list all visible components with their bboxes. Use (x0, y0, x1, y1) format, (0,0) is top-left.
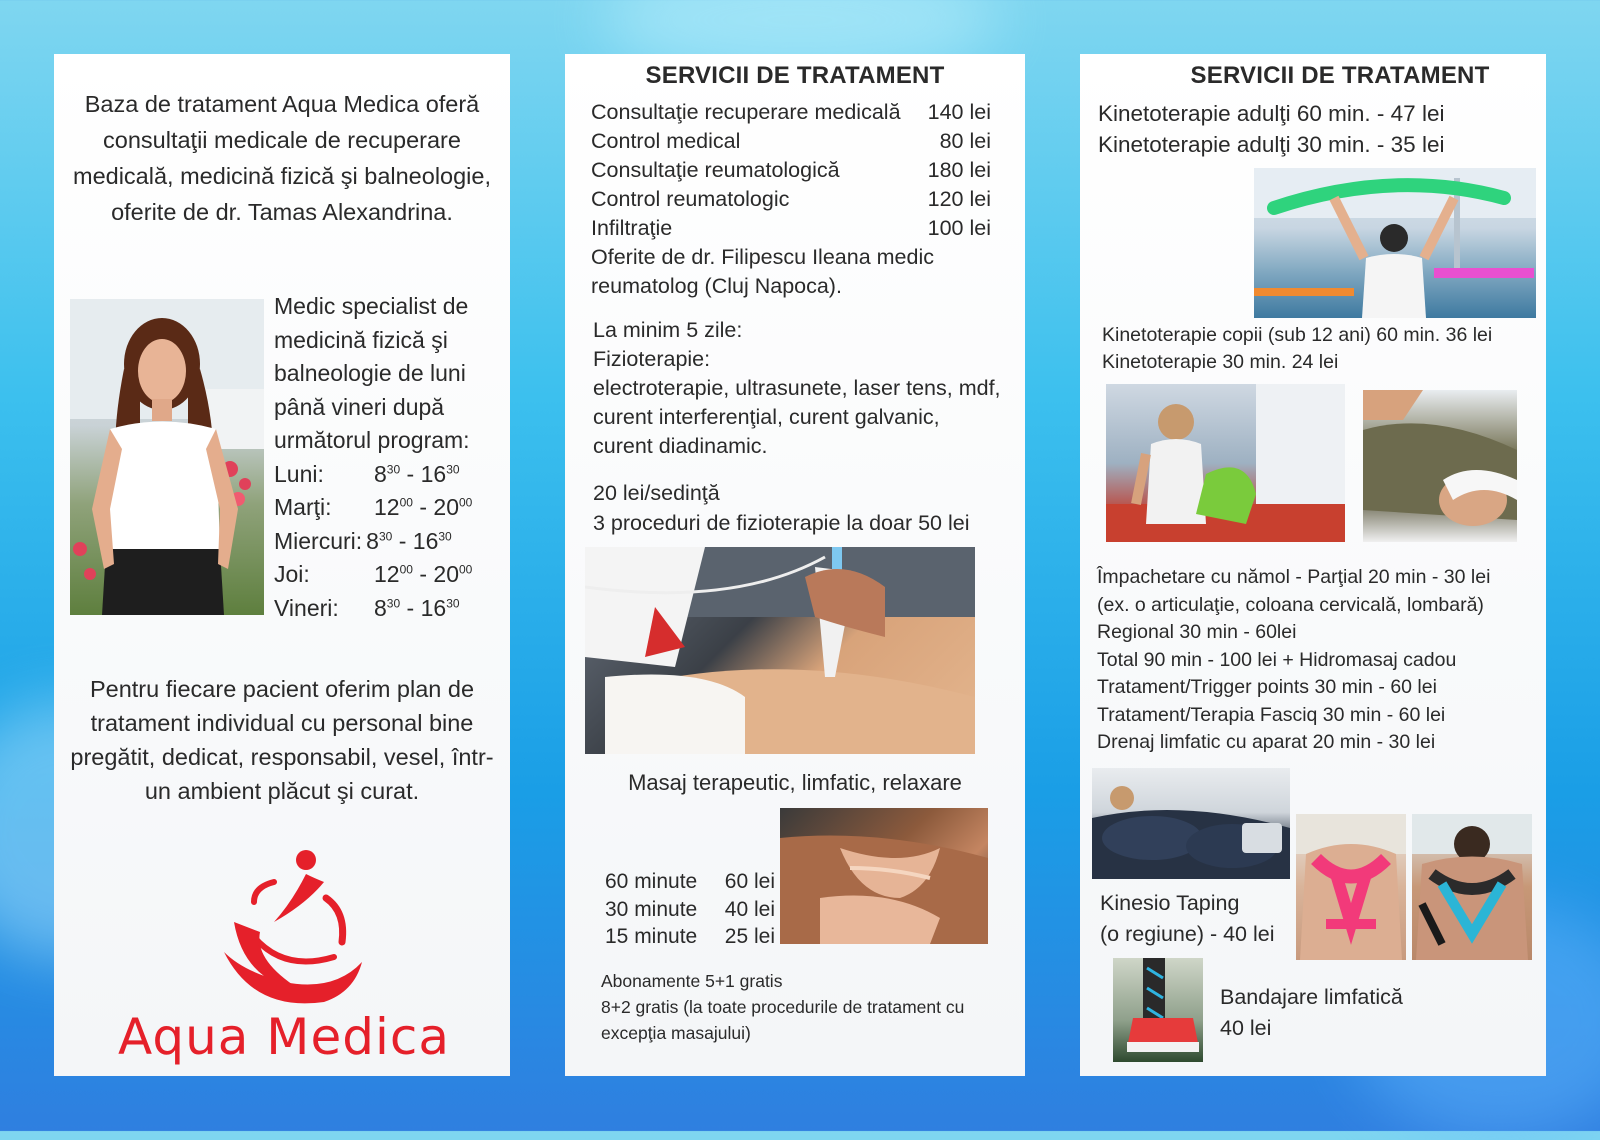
adult-kineto-prices (1098, 98, 1538, 160)
kinetotherapy-photo (1106, 384, 1345, 542)
massage-price: 25 lei (724, 925, 775, 948)
service-line: 40 lei (1220, 1016, 1272, 1040)
kinesio-taping-photo-2 (1412, 814, 1532, 960)
schedule-hours: $8^{30} - 16^{30}$ (374, 594, 460, 621)
service-price: 180 lei (927, 158, 991, 182)
price-row (605, 896, 775, 924)
service-line: Kinetoterapie adulţi 60 min. - 47 lei (1098, 101, 1445, 126)
service-price: 140 lei (927, 100, 991, 124)
section-title: SERVICII DE TRATAMENT (1190, 62, 1490, 89)
treatment-plan-text: Pentru fiecare pacient oferim plan de tratament individual cu personal bine pregătit, dedicat, responsabil, vesel, într-un ambient plăcut şi curat. (70, 676, 494, 804)
service-line: (o regiune) - 40 lei (1100, 922, 1275, 946)
specialist-text: Medic specialist de medicină fizică şi balneologie de luni până vineri după următorul program: (274, 293, 470, 453)
massage-duration: 30 minute (605, 897, 698, 921)
panel-services-2 (1080, 54, 1546, 1076)
treatment-line: Total 90 min - 100 lei + Hidromasaj cadou (1097, 648, 1457, 671)
schedule-day: Luni: (274, 460, 324, 487)
doctor-photo (70, 299, 264, 615)
service-line: Kinetoterapie adulţi 30 min. - 35 lei (1098, 132, 1445, 157)
physio-list: electroterapie, ultrasunete, laser tens, mdf, curent interferenţial, curent galvanic, curent diadinamic. (593, 376, 1001, 458)
consult-price-list (591, 98, 991, 301)
price-row (605, 923, 775, 951)
schedule-day: Vineri: (274, 594, 339, 621)
panel-services-1 (565, 54, 1025, 1076)
service-price: 120 lei (927, 187, 991, 211)
massage-photo (780, 808, 988, 944)
schedule-hours: $12^{00} - 20^{00}$ (374, 494, 473, 520)
price-row (591, 98, 991, 127)
schedule-hours: $12^{00} - 20^{00}$ (374, 561, 473, 587)
massage-price-list (605, 868, 775, 951)
treatment-line: Tratament/Terapia Fasciq 30 min - 60 lei (1097, 703, 1446, 726)
service-name: Control reumatologic (591, 187, 790, 211)
service-line: Kinetoterapie copii (sub 12 ani) 60 min. 36 lei (1102, 324, 1493, 346)
price-row (591, 185, 991, 214)
schedule-day: Marţi: (274, 494, 332, 520)
price-row (591, 156, 991, 185)
physio-block (593, 316, 1003, 461)
kids-kineto-prices (1102, 322, 1542, 376)
service-price: 80 lei (939, 129, 991, 153)
service-line: Kinetoterapie 30 min. 24 lei (1102, 351, 1339, 373)
schedule-row (274, 592, 504, 626)
min-days-note: La minim 5 zile: (593, 318, 743, 342)
price-row (591, 127, 991, 156)
per-session-price: 20 lei/sedinţă (593, 481, 720, 505)
subscription-line: 8+2 gratis (la toate procedurile de tratament cu excepţia masajului) (601, 997, 965, 1043)
subscriptions-note (601, 968, 1001, 1046)
service-price: 100 lei (927, 216, 991, 240)
service-name: Consultaţie recuperare medicală (591, 100, 901, 124)
schedule-row (274, 558, 504, 592)
schedule-row (274, 458, 504, 492)
logo-text: Aqua Medica (118, 1008, 450, 1066)
bandage-price (1220, 982, 1520, 1044)
treatment-line: (ex. o articulaţie, coloana cervicală, lombară) (1097, 593, 1484, 616)
treatment-line: Regional 30 min - 60lei (1097, 621, 1297, 643)
service-line: Bandajare limfatică (1220, 985, 1403, 1009)
lymphatic-bandage-photo (1113, 958, 1203, 1062)
price-row (591, 214, 991, 243)
physio-label: Fizioterapie: (593, 347, 711, 371)
massage-title: Masaj terapeutic, limfatic, relaxare (628, 770, 962, 795)
treatment-line: Drenaj limfatic cu aparat 20 min - 30 lei (1097, 731, 1436, 753)
aqua-medica-logo-icon (214, 842, 364, 1012)
kinesio-price (1100, 888, 1300, 950)
section-title: SERVICII DE TRATAMENT (645, 62, 945, 89)
price-row (605, 868, 775, 896)
schedule-hours: $8^{30} - 16^{30}$ (374, 460, 460, 487)
intro-text: Baza de tratament Aqua Medica oferă consultaţii medicale de recuperare medicală, medicină fizică şi balneologie, oferite de dr. Tamas Alexandrina. (73, 91, 491, 225)
schedule-row (274, 491, 504, 525)
schedule-day: Miercuri: (274, 527, 363, 554)
schedule-hours: $8^{30} - 16^{30}$ (366, 527, 452, 554)
service-name: Infiltraţie (591, 216, 673, 240)
massage-duration: 60 minute (605, 870, 698, 893)
subscription-line: Abonamente 5+1 gratis (601, 971, 783, 991)
service-line: Kinesio Taping (1100, 891, 1240, 915)
service-name: Control medical (591, 129, 741, 153)
schedule (274, 458, 504, 626)
panel-about (54, 54, 510, 1076)
physio-prices (593, 478, 1013, 538)
mud-treatments-list (1097, 564, 1542, 757)
massage-duration: 15 minute (605, 925, 698, 948)
pool-exercise-photo (1254, 168, 1536, 318)
schedule-row (274, 525, 504, 559)
schedule-day: Joi: (274, 561, 310, 587)
three-procedures-offer: 3 proceduri de fizioterapie la doar 50 lei (593, 511, 970, 535)
mud-wrap-photo (1363, 390, 1517, 542)
laser-therapy-photo (585, 547, 975, 754)
treatment-line: Tratament/Trigger points 30 min - 60 lei (1097, 676, 1437, 698)
lymphatic-drainage-photo (1092, 768, 1290, 879)
doctor-note: Oferite de dr. Filipescu Ileana medic reumatolog (Cluj Napoca). (591, 245, 934, 298)
kinesio-taping-photo-1 (1296, 814, 1406, 960)
treatment-line: Împachetare cu nămol - Parţial 20 min - 30 lei (1097, 566, 1491, 588)
service-name: Consultaţie reumatologică (591, 158, 840, 182)
massage-price: 40 lei (724, 897, 775, 921)
massage-price: 60 lei (724, 870, 775, 893)
